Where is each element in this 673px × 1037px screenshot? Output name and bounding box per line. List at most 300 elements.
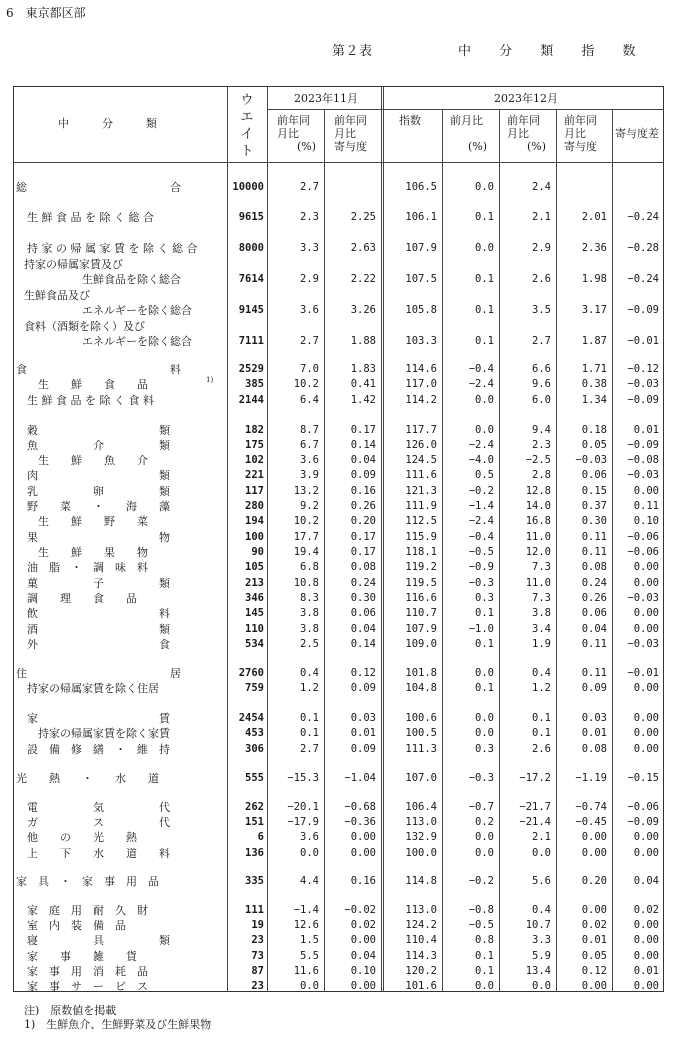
dec-contrib-cell: 0.00 [581, 847, 607, 859]
table-row [0, 362, 673, 377]
row-label: 生 鮮 食 品 を 除 く 総 合 [16, 211, 154, 224]
row-label: 果 物 [16, 531, 170, 544]
dec-yoy-cell: 11.0 [525, 577, 551, 589]
contrib-diff-cell: −0.01 [627, 335, 659, 347]
weight-cell: 90 [251, 546, 264, 558]
dec-yoy-cell: 0.4 [532, 667, 551, 679]
table-row [0, 637, 673, 652]
table-row [0, 846, 673, 861]
row-label: 外 食 [16, 638, 170, 651]
nov-contrib-cell: 0.10 [350, 965, 376, 977]
index-cell: 106.1 [405, 211, 437, 223]
table-row [0, 180, 673, 195]
dec-contrib-cell: −0.03 [575, 454, 607, 466]
table-row [0, 964, 673, 979]
mom-cell: 0.5 [475, 469, 494, 481]
nov-contrib-cell: 0.14 [350, 439, 376, 451]
nov-yoy-cell: 1.2 [300, 682, 319, 694]
row-label: 生 鮮 果 物 [16, 546, 148, 559]
nov-yoy-cell: 0.0 [300, 980, 319, 992]
mom-cell: −4.0 [468, 454, 494, 466]
dec-contrib-cell: 0.11 [581, 531, 607, 543]
table-number: 第２表 [332, 44, 373, 59]
row-label: 総 合 [16, 181, 181, 194]
dec-contrib-cell: 2.36 [581, 242, 607, 254]
index-cell: 103.3 [405, 335, 437, 347]
dec-contrib-cell: 0.11 [581, 546, 607, 558]
nov-contrib-cell: −1.04 [344, 772, 376, 784]
table-row [0, 241, 673, 256]
index-cell: 100.5 [405, 727, 437, 739]
mom-cell: −0.4 [468, 531, 494, 543]
nov-contrib-cell: 0.24 [350, 577, 376, 589]
table-row [0, 830, 673, 845]
nov-contrib-cell: 0.04 [350, 454, 376, 466]
weight-cell: 555 [245, 772, 264, 784]
mom-cell: −1.4 [468, 500, 494, 512]
table-row [0, 918, 673, 933]
row-label: 持 家 の 帰 属 家 賃 を 除 く 総 合 [16, 242, 198, 255]
contrib-diff-cell: 0.10 [633, 515, 659, 527]
mom-cell: 0.1 [475, 950, 494, 962]
mom-cell: 0.1 [475, 304, 494, 316]
contrib-diff-cell: −0.03 [627, 592, 659, 604]
dec-yoy-cell: 6.6 [532, 363, 551, 375]
table-row [0, 576, 673, 591]
dec-contrib-cell: 1.34 [581, 394, 607, 406]
mom-cell: 0.0 [475, 181, 494, 193]
mom-cell: 0.8 [475, 934, 494, 946]
weight-cell: 2760 [238, 667, 264, 679]
index-cell: 109.0 [405, 638, 437, 650]
nov-yoy-cell: −20.1 [287, 801, 319, 813]
nov-contrib-cell: 0.02 [350, 919, 376, 931]
mom-cell: 0.0 [475, 424, 494, 436]
weight-cell: 87 [251, 965, 264, 977]
contrib-diff-cell: −0.06 [627, 801, 659, 813]
nov-yoy-cell: 1.5 [300, 934, 319, 946]
header-category: 中 分 類 [58, 117, 157, 130]
index-cell: 120.2 [405, 965, 437, 977]
dec-contrib-cell: 2.01 [581, 211, 607, 223]
mom-cell: 0.0 [475, 242, 494, 254]
index-cell: 100.6 [405, 712, 437, 724]
weight-cell: 110 [245, 623, 264, 635]
nov-contrib-cell: 0.00 [350, 980, 376, 992]
weight-cell: 759 [245, 682, 264, 694]
mom-cell: −2.4 [468, 378, 494, 390]
index-cell: 132.9 [405, 831, 437, 843]
weight-cell: 2144 [238, 394, 264, 406]
dec-contrib-cell: 0.01 [581, 727, 607, 739]
row-label: 家 賃 [16, 712, 170, 725]
table-row [0, 320, 673, 349]
mom-cell: 0.0 [475, 831, 494, 843]
mom-cell: −2.4 [468, 515, 494, 527]
weight-cell: 136 [245, 847, 264, 859]
table-row [0, 771, 673, 786]
row-label: 魚 介 類 [16, 439, 170, 452]
row-label: 持家の帰属家賃を除く住居 [16, 682, 159, 695]
contrib-diff-cell: −0.03 [627, 469, 659, 481]
mom-cell: 0.3 [475, 592, 494, 604]
mom-cell: −0.3 [468, 577, 494, 589]
nov-yoy-cell: 2.5 [300, 638, 319, 650]
index-cell: 114.2 [405, 394, 437, 406]
table-row [0, 874, 673, 889]
nov-contrib-cell: −0.68 [344, 801, 376, 813]
dec-yoy-cell: 5.6 [532, 875, 551, 887]
mom-cell: −0.4 [468, 363, 494, 375]
nov-yoy-cell: −17.9 [287, 816, 319, 828]
dec-yoy-cell: 2.8 [532, 469, 551, 481]
nov-contrib-cell: 0.00 [350, 831, 376, 843]
dec-yoy-cell: 0.0 [532, 847, 551, 859]
contrib-diff-cell: −0.09 [627, 304, 659, 316]
nov-contrib-cell: 0.20 [350, 515, 376, 527]
dec-contrib-cell: 0.26 [581, 592, 607, 604]
mom-cell: 0.3 [475, 743, 494, 755]
mom-cell: −0.5 [468, 546, 494, 558]
mom-cell: −2.4 [468, 439, 494, 451]
contrib-diff-cell: −0.24 [627, 211, 659, 223]
index-cell: 107.0 [405, 772, 437, 784]
dec-yoy-cell: 10.7 [525, 919, 551, 931]
nov-yoy-cell: 2.9 [300, 273, 319, 285]
row-label: 家 事 用 消 耗 品 [16, 965, 148, 978]
nov-yoy-cell: 12.6 [293, 919, 319, 931]
contrib-diff-cell: 0.04 [633, 875, 659, 887]
table-title: 中 分 類 指 数 [458, 44, 648, 59]
weight-cell: 19 [251, 919, 264, 931]
mom-cell: 0.1 [475, 965, 494, 977]
contrib-diff-cell: −0.09 [627, 816, 659, 828]
index-cell: 111.9 [405, 500, 437, 512]
nov-yoy-cell: 8.3 [300, 592, 319, 604]
nov-contrib-cell: 0.09 [350, 682, 376, 694]
header-rule [13, 162, 664, 163]
nov-contrib-cell: 1.42 [350, 394, 376, 406]
contrib-diff-cell: 0.11 [633, 500, 659, 512]
row-label: 飲 料 [16, 607, 170, 620]
weight-cell: 280 [245, 500, 264, 512]
mom-cell: 0.2 [475, 816, 494, 828]
dec-yoy-cell: 0.0 [532, 980, 551, 992]
index-cell: 107.9 [405, 623, 437, 635]
weight-cell: 2454 [238, 712, 264, 724]
contrib-diff-cell: −0.03 [627, 638, 659, 650]
nov-contrib-cell: 0.30 [350, 592, 376, 604]
row-label: 生 鮮 食 品 を 除 く 食 料 [16, 394, 154, 407]
mom-cell: 0.0 [475, 667, 494, 679]
dec-yoy-cell: 3.4 [532, 623, 551, 635]
dec-contrib-cell: 0.02 [581, 919, 607, 931]
nov-yoy-cell: 6.7 [300, 439, 319, 451]
contrib-diff-cell: −0.08 [627, 454, 659, 466]
dec-contrib-cell: 0.11 [581, 667, 607, 679]
nov-yoy-cell: 7.0 [300, 363, 319, 375]
table-row [0, 453, 673, 468]
mom-cell: 0.1 [475, 607, 494, 619]
dec-contrib-cell: 0.09 [581, 682, 607, 694]
nov-yoy-cell: 0.1 [300, 727, 319, 739]
nov-contrib-cell: 2.25 [350, 211, 376, 223]
mom-cell: 0.1 [475, 638, 494, 650]
row-label: 生 鮮 魚 介 [16, 454, 148, 467]
dec-contrib-cell: 0.11 [581, 638, 607, 650]
row-label-continued: エネルギーを除く総合 [82, 304, 192, 317]
table-row [0, 949, 673, 964]
mom-cell: 0.0 [475, 847, 494, 859]
nov-yoy-cell: −15.3 [287, 772, 319, 784]
header-period-nov: 2023年11月 [294, 92, 358, 105]
weight-cell: 306 [245, 743, 264, 755]
nov-yoy-cell: 2.7 [300, 335, 319, 347]
table-row [0, 979, 673, 994]
dec-contrib-cell: 0.05 [581, 950, 607, 962]
index-cell: 119.5 [405, 577, 437, 589]
nov-contrib-cell: 1.88 [350, 335, 376, 347]
row-label: 野 菜 ・ 海 藻 [16, 500, 170, 513]
dec-yoy-cell: 12.8 [525, 485, 551, 497]
dec-yoy-cell: 1.2 [532, 682, 551, 694]
weight-cell: 145 [245, 607, 264, 619]
nov-contrib-cell: 0.03 [350, 712, 376, 724]
contrib-diff-cell: −0.03 [627, 378, 659, 390]
nov-yoy-cell: 3.8 [300, 623, 319, 635]
row-label: 室 内 装 備 品 [16, 919, 126, 932]
nov-contrib-cell: 0.17 [350, 424, 376, 436]
row-label: 持家の帰属家賃及び [24, 258, 123, 271]
nov-yoy-cell: 10.8 [293, 577, 319, 589]
dec-yoy-cell: 2.9 [532, 242, 551, 254]
table-row [0, 499, 673, 514]
dec-yoy-cell: 3.3 [532, 934, 551, 946]
dec-contrib-cell: 1.87 [581, 335, 607, 347]
header-index: 指数 [399, 114, 421, 127]
contrib-diff-cell: −0.06 [627, 546, 659, 558]
row-label: 油 脂 ・ 調 味 料 [16, 561, 148, 574]
nov-yoy-cell: 11.6 [293, 965, 319, 977]
dec-yoy-cell: −21.7 [519, 801, 551, 813]
dec-contrib-cell: 3.17 [581, 304, 607, 316]
contrib-diff-cell: −0.09 [627, 394, 659, 406]
contrib-diff-cell: 0.01 [633, 424, 659, 436]
footnote: 1) 生鮮魚介、生鮮野菜及び生鮮果物 [24, 1018, 212, 1031]
index-cell: 101.8 [405, 667, 437, 679]
mom-cell: −0.7 [468, 801, 494, 813]
row-label: 設 備 修 繕 ・ 維 持 [16, 743, 170, 756]
row-label: 肉 類 [16, 469, 170, 482]
index-cell: 114.8 [405, 875, 437, 887]
contrib-diff-cell: −0.09 [627, 439, 659, 451]
index-cell: 107.9 [405, 242, 437, 254]
dec-contrib-cell: 0.12 [581, 965, 607, 977]
dec-contrib-cell: 0.06 [581, 607, 607, 619]
index-cell: 113.0 [405, 816, 437, 828]
table-row [0, 726, 673, 741]
nov-yoy-cell: 3.6 [300, 304, 319, 316]
row-label: 生鮮食品及び [24, 289, 90, 302]
weight-cell: 10000 [232, 181, 264, 193]
index-cell: 112.5 [405, 515, 437, 527]
table-row [0, 210, 673, 225]
mom-cell: −1.0 [468, 623, 494, 635]
contrib-diff-cell: 0.00 [633, 682, 659, 694]
nov-yoy-cell: 9.2 [300, 500, 319, 512]
index-cell: 115.9 [405, 531, 437, 543]
dec-contrib-cell: 0.20 [581, 875, 607, 887]
nov-yoy-cell: 6.8 [300, 561, 319, 573]
contrib-diff-cell: 0.01 [633, 965, 659, 977]
dec-contrib-cell: −0.45 [575, 816, 607, 828]
nov-contrib-cell: 0.17 [350, 531, 376, 543]
index-cell: 111.6 [405, 469, 437, 481]
row-label: 上 下 水 道 料 [16, 847, 170, 860]
row-label: 調 理 食 品 [16, 592, 137, 605]
row-label: 持家の帰属家賃を除く家賃 [16, 727, 170, 740]
row-label: 生 鮮 野 菜 [16, 515, 148, 528]
row-label: 他 の 光 熱 [16, 831, 137, 844]
dec-yoy-cell: 16.8 [525, 515, 551, 527]
dec-contrib-cell: 0.38 [581, 378, 607, 390]
table-row [0, 815, 673, 830]
nov-yoy-cell: 2.7 [300, 743, 319, 755]
mom-cell: 0.1 [475, 335, 494, 347]
nov-contrib-cell: 3.26 [350, 304, 376, 316]
weight-cell: 9615 [238, 211, 264, 223]
weight-cell: 385 [245, 378, 264, 390]
row-label: 食料（酒類を除く）及び [24, 320, 145, 333]
nov-yoy-cell: 10.2 [293, 378, 319, 390]
dec-yoy-cell: 3.8 [532, 607, 551, 619]
header-dec-yoy: 前年同 月比 (%) [507, 114, 547, 153]
header-period-dec: 2023年12月 [494, 92, 558, 105]
row-label: 穀 類 [16, 424, 170, 437]
index-cell: 114.6 [405, 363, 437, 375]
weight-cell: 73 [251, 950, 264, 962]
row-label: 家 庭 用 耐 久 財 [16, 904, 148, 917]
mom-cell: −0.8 [468, 904, 494, 916]
nov-contrib-cell: 0.04 [350, 950, 376, 962]
index-cell: 117.0 [405, 378, 437, 390]
mom-cell: 0.0 [475, 980, 494, 992]
header-weight: ウ エ イ ト [240, 93, 254, 159]
index-cell: 107.5 [405, 273, 437, 285]
header-nov-contrib: 前年同 月比 寄与度 [334, 114, 367, 153]
table-row [0, 800, 673, 815]
nov-contrib-cell: 0.01 [350, 727, 376, 739]
index-cell: 126.0 [405, 439, 437, 451]
table-row [0, 438, 673, 453]
contrib-diff-cell: 0.00 [633, 950, 659, 962]
table-row [0, 681, 673, 696]
nov-yoy-cell: −1.4 [293, 904, 319, 916]
mom-cell: 0.0 [475, 727, 494, 739]
mom-cell: −0.3 [468, 772, 494, 784]
weight-cell: 111 [245, 904, 264, 916]
row-label: 食 料 [16, 363, 181, 376]
table-row [0, 606, 673, 621]
dec-yoy-cell: −21.4 [519, 816, 551, 828]
row-label-continued: 生鮮食品を除く総合 [82, 273, 181, 286]
index-cell: 114.3 [405, 950, 437, 962]
contrib-diff-cell: 0.02 [633, 904, 659, 916]
weight-cell: 6 [257, 831, 264, 843]
contrib-diff-cell: 0.00 [633, 727, 659, 739]
dec-contrib-cell: 0.00 [581, 831, 607, 843]
contrib-diff-cell: 0.00 [633, 561, 659, 573]
section-label: 6 東京都区部 [6, 6, 86, 20]
dec-yoy-cell: 13.4 [525, 965, 551, 977]
mom-cell: −0.5 [468, 919, 494, 931]
index-cell: 117.7 [405, 424, 437, 436]
mom-cell: −0.2 [468, 485, 494, 497]
nov-yoy-cell: 2.3 [300, 211, 319, 223]
contrib-diff-cell: −0.24 [627, 273, 659, 285]
header-nov-yoy: 前年同 月比 (%) [277, 114, 317, 153]
dec-contrib-cell: 0.00 [581, 980, 607, 992]
weight-cell: 182 [245, 424, 264, 436]
index-cell: 105.8 [405, 304, 437, 316]
row-label: 家 事 サ ー ビ ス [16, 980, 148, 993]
nov-contrib-cell: 0.14 [350, 638, 376, 650]
footnote: 注) 原数値を掲載 [24, 1004, 117, 1017]
row-label: 乳 卵 類 [16, 485, 170, 498]
contrib-diff-cell: 0.00 [633, 577, 659, 589]
nov-yoy-cell: 6.4 [300, 394, 319, 406]
contrib-diff-cell: 0.00 [633, 980, 659, 992]
header-mom: 前月比 (%) [450, 114, 488, 153]
table-row [0, 423, 673, 438]
weight-cell: 194 [245, 515, 264, 527]
dec-yoy-cell: 6.0 [532, 394, 551, 406]
contrib-diff-cell: −0.01 [627, 667, 659, 679]
header-contrib-diff: 寄与度差 [615, 127, 659, 140]
index-cell: 110.7 [405, 607, 437, 619]
nov-yoy-cell: 4.4 [300, 875, 319, 887]
dec-yoy-cell: −2.5 [525, 454, 551, 466]
dec-contrib-cell: −1.19 [575, 772, 607, 784]
footnotes [24, 1004, 211, 1032]
index-cell: 104.8 [405, 682, 437, 694]
table-row [0, 530, 673, 545]
contrib-diff-cell: −0.06 [627, 531, 659, 543]
dec-yoy-cell: 5.9 [532, 950, 551, 962]
row-label: 菓 子 類 [16, 577, 170, 590]
row-label: 光 熱 ・ 水 道 [16, 772, 159, 785]
index-cell: 101.6 [405, 980, 437, 992]
nov-yoy-cell: 0.0 [300, 847, 319, 859]
nov-contrib-cell: 2.63 [350, 242, 376, 254]
mom-cell: −0.9 [468, 561, 494, 573]
dec-yoy-cell: 2.1 [532, 831, 551, 843]
weight-cell: 7111 [238, 335, 264, 347]
nov-yoy-cell: 0.1 [300, 712, 319, 724]
nov-contrib-cell: 0.41 [350, 378, 376, 390]
table-row [0, 591, 673, 606]
nov-yoy-cell: 3.6 [300, 454, 319, 466]
dec-contrib-cell: 0.08 [581, 561, 607, 573]
table-row [0, 468, 673, 483]
weight-cell: 534 [245, 638, 264, 650]
weight-cell: 7614 [238, 273, 264, 285]
mom-cell: 0.0 [475, 394, 494, 406]
row-label: ガ ス 代 [16, 816, 170, 829]
dec-contrib-cell: 0.24 [581, 577, 607, 589]
contrib-diff-cell: −0.12 [627, 363, 659, 375]
mom-cell: −0.2 [468, 875, 494, 887]
